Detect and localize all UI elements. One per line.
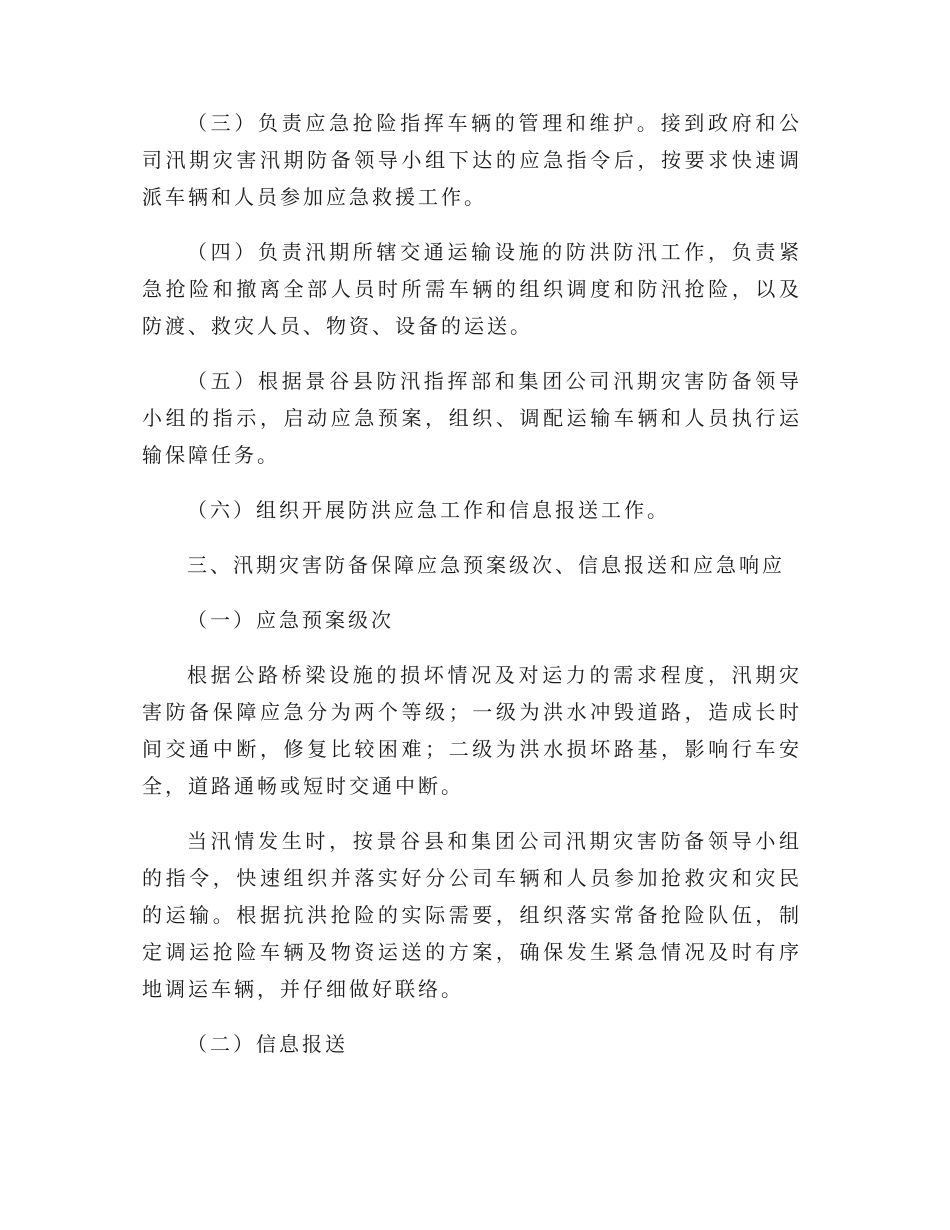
paragraph-section-3: （三）负责应急抢险指挥车辆的管理和维护。接到政府和公司汛期灾害汛期防备领导小组下达的应急指令后，按要求快速调派车辆和人员参加应急救援工作。: [142, 111, 802, 209]
subheading-plan-levels: （一）应急预案级次: [187, 608, 394, 632]
paragraph-section-5: （五）根据景谷县防汛指挥部和集团公司汛期灾害防备领导小组的指示，启动应急预案，组织、调配运输车辆和人员执行运输保障任务。: [142, 369, 802, 467]
paragraph-plan-levels: 根据公路桥梁设施的损坏情况及对运力的需求程度，汛期灾害防备保障应急分为两个等级；一级为洪水冲毁道路，造成长时间交通中断，修复比较困难；二级为洪水损坏路基，影响行车安全，道路通畅或短时交通中断。: [142, 663, 802, 798]
document-body: [142, 105, 802, 1081]
paragraph-section-4: （四）负责汛期所辖交通运输设施的防洪防汛工作，负责紧急抢险和撤离全部人员时所需车辆的组织调度和防汛抢险，以及防渡、救灾人员、物资、设备的运送。: [142, 240, 802, 338]
heading-part-3: 三、汛期灾害防备保障应急预案级次、信息报送和应急响应: [187, 553, 785, 577]
paragraph-flood-response: 当汛情发生时，按景谷县和集团公司汛期灾害防备领导小组的指令，快速组织并落实好分公司车辆和人员参加抢救灾和灾民的运输。根据抗洪抢险的实际需要，组织落实常备抢险队伍，制定调运抢险车辆及物资运送的方案，确保发生紧急情况及时有序地调运车辆，并仔细做好联络。: [142, 829, 802, 1001]
subheading-info-reporting: （二）信息报送: [187, 1032, 348, 1056]
paragraph-section-6: （六）组织开展防洪应急工作和信息报送工作。: [187, 498, 670, 522]
